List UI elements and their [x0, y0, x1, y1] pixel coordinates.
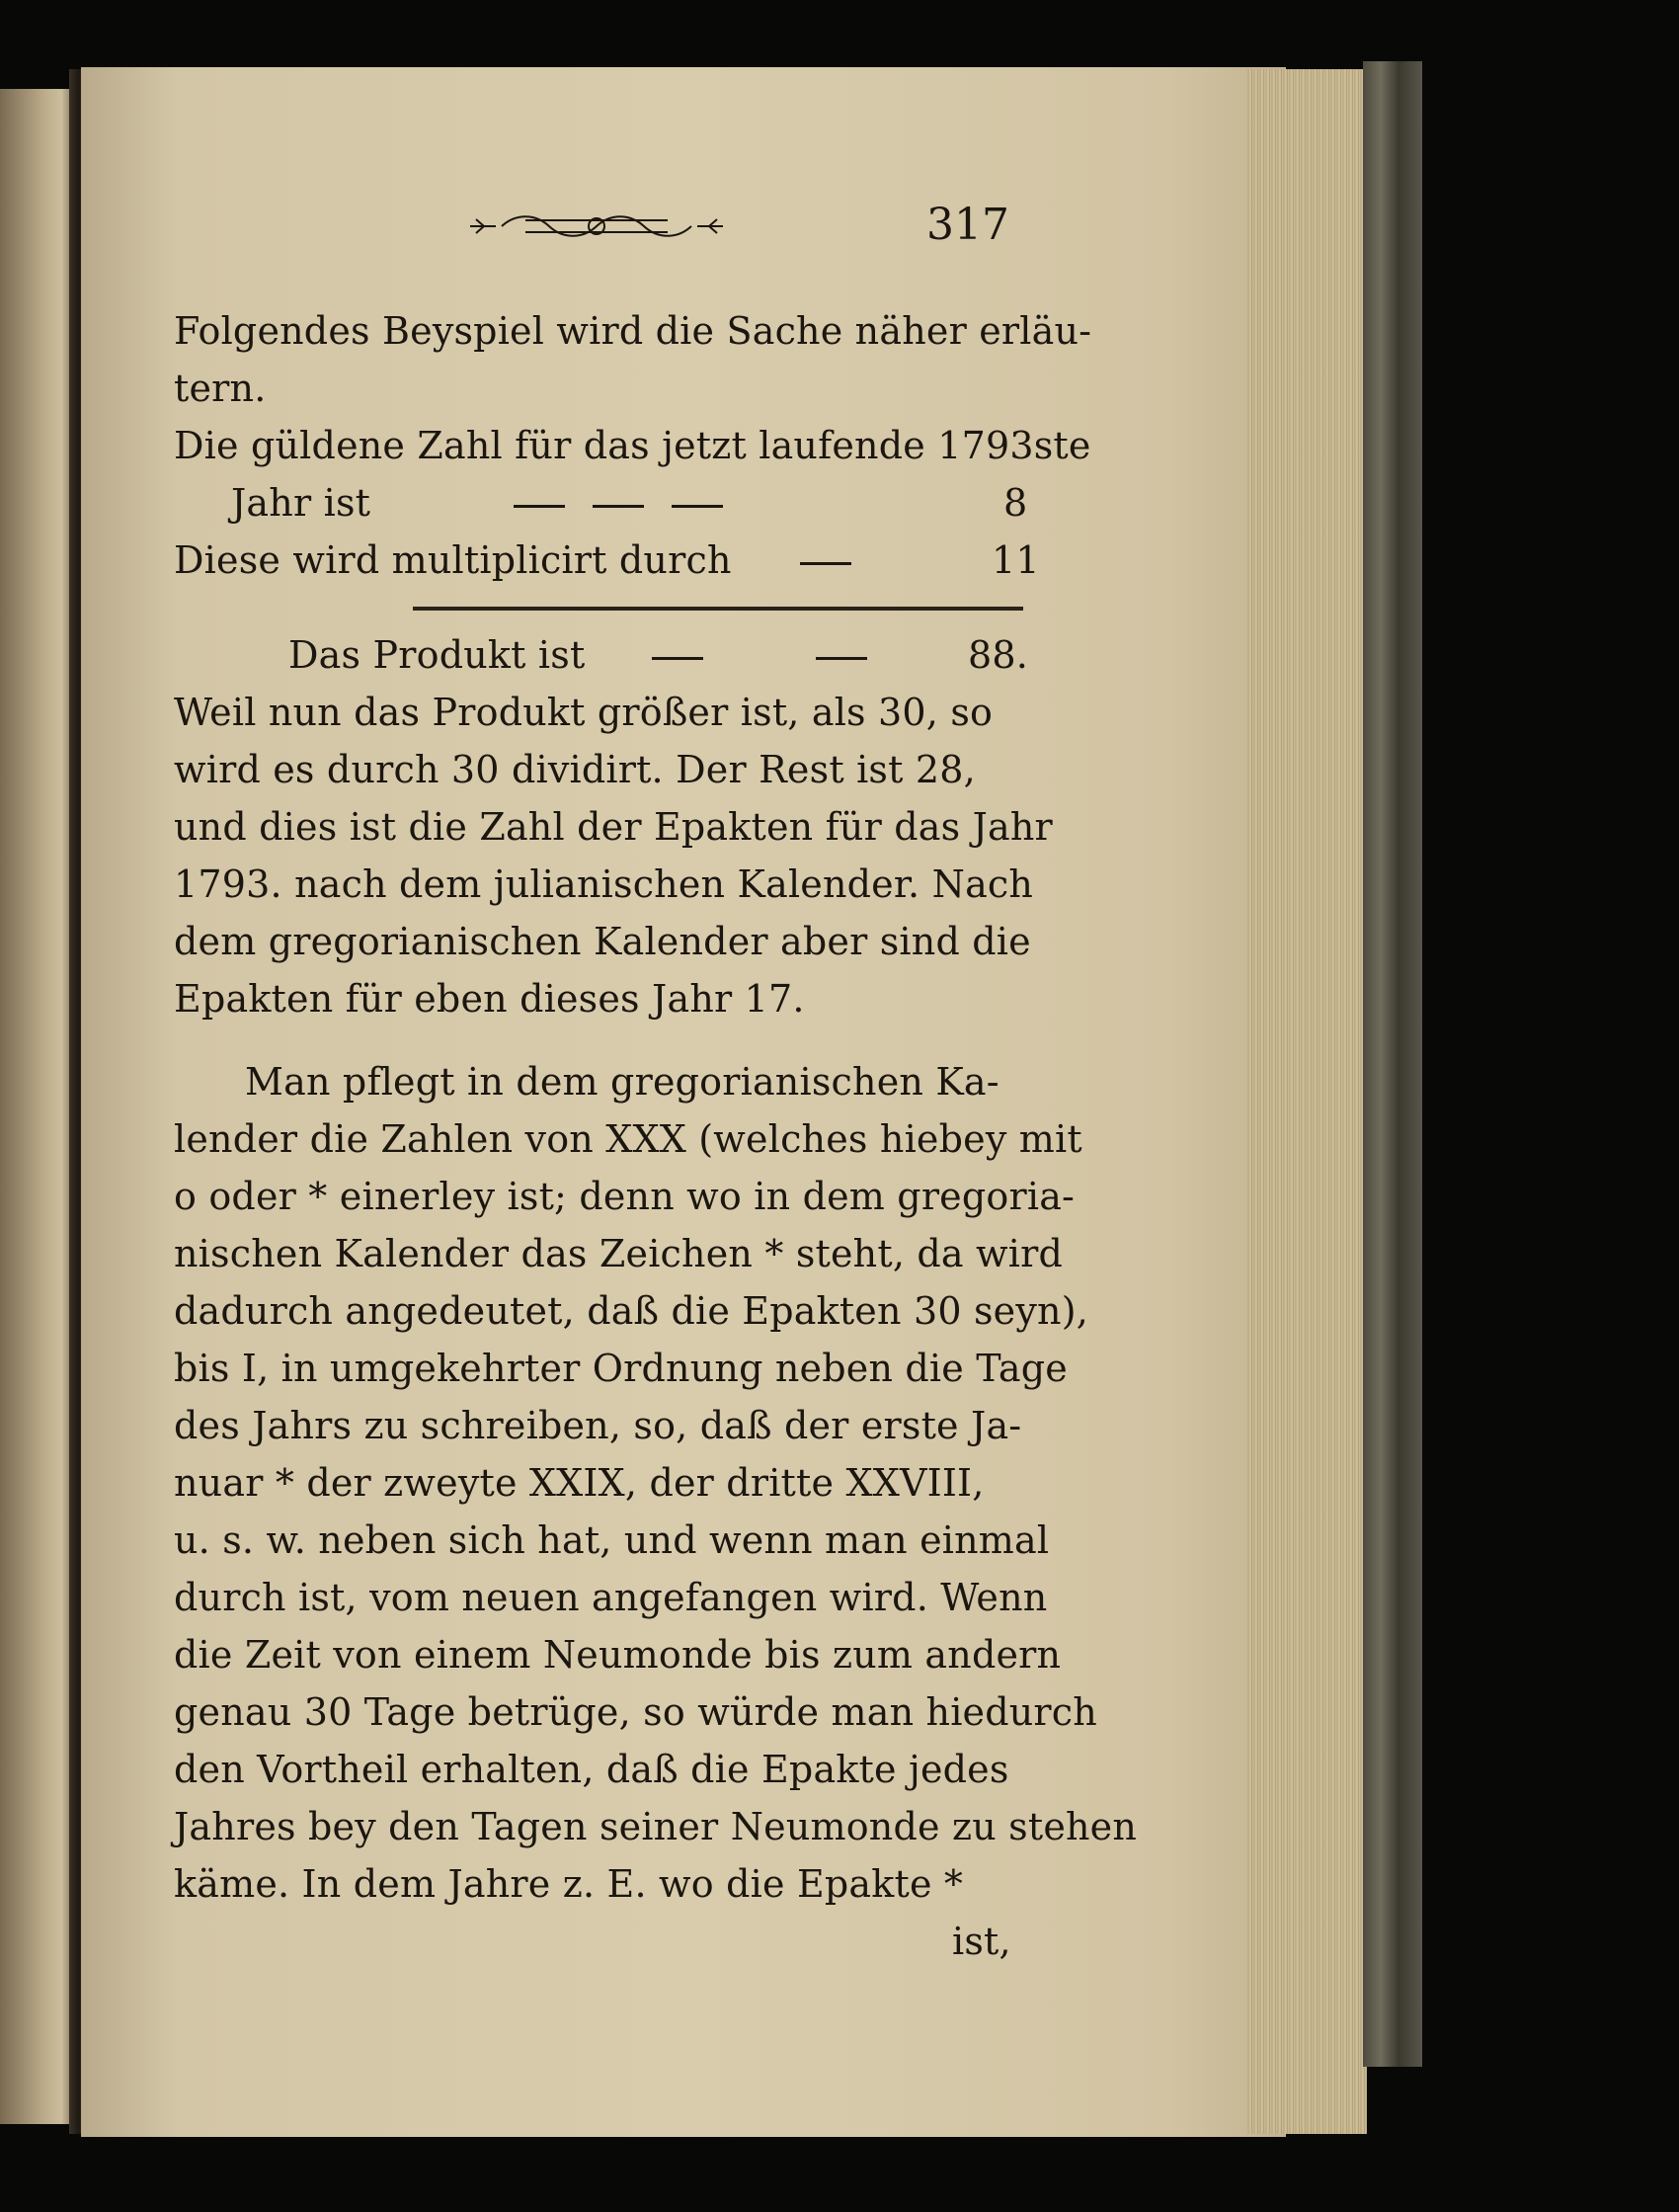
text-line: dadurch angedeutet, daß die Epakten 30 seyn),: [174, 1289, 1089, 1333]
text-line: tern.: [174, 367, 267, 410]
table-value: 8: [1003, 481, 1028, 525]
catchword: ist,: [952, 1920, 1011, 1963]
text-line: genau 30 Tage betrüge, so würde man hiedurch: [174, 1690, 1097, 1734]
text-line: u. s. w. neben sich hat, und wenn man einmal: [174, 1518, 1050, 1562]
text-line: Die güldene Zahl für das jetzt laufende 1793ste: [174, 424, 1091, 467]
text-line: nuar * der zweyte XXIX, der dritte XXVIII,: [174, 1461, 985, 1505]
printer-ornament-icon: [466, 209, 727, 243]
text-line: die Zeit von einem Neumonde bis zum andern: [174, 1633, 1062, 1677]
text-line: Das Produkt ist: [288, 633, 586, 677]
facing-page-edge: [0, 89, 77, 2124]
text-line: und dies ist die Zahl der Epakten für das Jahr: [174, 805, 1053, 849]
text-line: 1793. nach dem julianischen Kalender. Nach: [174, 862, 1034, 906]
table-value: 11: [992, 538, 1040, 582]
sum-rule: [413, 607, 1023, 611]
dash-leader: [638, 626, 881, 684]
table-value: 88.: [968, 633, 1029, 677]
text-line: Man pflegt in dem gregorianischen Ka-: [245, 1060, 999, 1104]
text-line: nischen Kalender das Zeichen * steht, da wird: [174, 1232, 1064, 1275]
text-line: den Vortheil erhalten, daß die Epakte jedes: [174, 1748, 1009, 1791]
text-line: des Jahrs zu schreiben, so, daß der erste Ja-: [174, 1404, 1022, 1447]
page-number: 317: [926, 200, 1009, 250]
text-line: Epakten für eben dieses Jahr 17.: [174, 977, 805, 1021]
dash-leader: [786, 532, 865, 589]
marbled-cover-edge: [1363, 61, 1422, 2067]
text-line: lender die Zahlen von XXX (welches hiebey mit: [174, 1117, 1082, 1161]
page-stack-edge: [1246, 69, 1367, 2134]
text-line: o oder * einerley ist; denn wo in dem gregoria-: [174, 1175, 1076, 1218]
text-line: Weil nun das Produkt größer ist, als 30, so: [174, 691, 994, 734]
text-line: Folgendes Beyspiel wird die Sache näher erläu-: [174, 309, 1092, 353]
text-line: durch ist, vom neuen angefangen wird. Wenn: [174, 1576, 1048, 1619]
running-header: [174, 194, 1043, 263]
text-line: dem gregorianischen Kalender aber sind die: [174, 920, 1031, 963]
text-line: wird es durch 30 dividirt. Der Rest ist 28,: [174, 748, 976, 791]
text-line: Jahr ist: [231, 481, 371, 525]
text-line: Diese wird multiplicirt durch: [174, 538, 732, 582]
text-line: Jahres bey den Tagen seiner Neumonde zu stehen: [174, 1805, 1138, 1848]
dash-leader: [500, 474, 737, 532]
text-line: käme. In dem Jahre z. E. wo die Epakte *: [174, 1862, 964, 1906]
text-line: bis I, in umgekehrter Ordnung neben die Tage: [174, 1347, 1068, 1390]
